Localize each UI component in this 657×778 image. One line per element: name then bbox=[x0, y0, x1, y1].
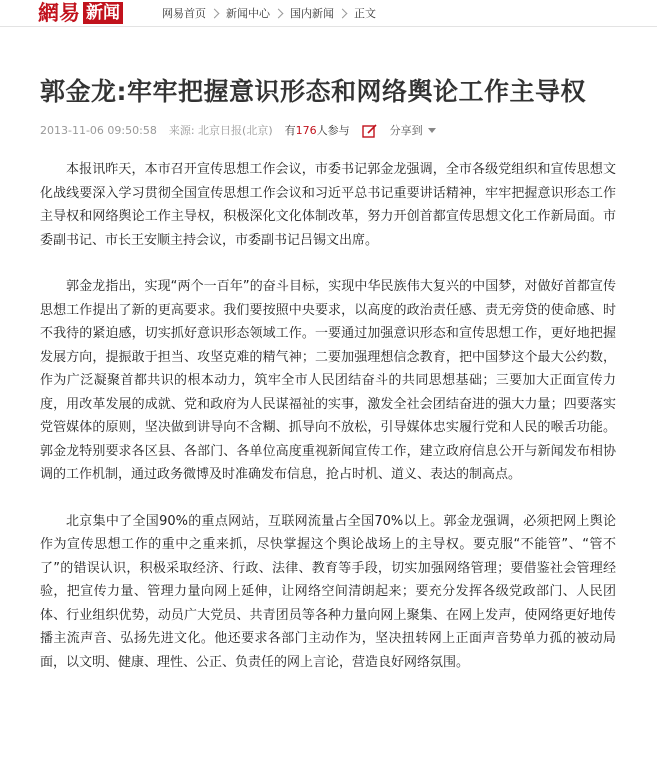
breadcrumb-current: 正文 bbox=[354, 7, 376, 20]
share-label: 分享到 bbox=[389, 124, 423, 137]
logo-badge: 新闻 bbox=[83, 2, 123, 24]
breadcrumb-news-center[interactable]: 新闻中心 bbox=[226, 7, 270, 20]
article-meta bbox=[40, 122, 436, 138]
caret-down-icon bbox=[428, 128, 436, 133]
participants-suffix: 人参与 bbox=[316, 124, 350, 137]
article-body bbox=[40, 158, 616, 697]
top-bar bbox=[0, 0, 657, 27]
chevron-right-icon bbox=[210, 8, 220, 18]
participants-count: 176 bbox=[295, 124, 317, 137]
comment-edit-icon[interactable] bbox=[362, 123, 376, 137]
breadcrumb-domestic-news[interactable]: 国内新闻 bbox=[290, 7, 334, 20]
article-paragraph: 本报讯昨天，本市召开宣传思想工作会议，市委书记郭金龙强调，全市各级党组织和宣传思想文化战线要深入学习贯彻全国宣传思想工作会议和习近平总书记重要讲话精神，牢牢把握意识形态工作主导权和网络舆论工作主导权，积极深化文化体制改革，努力开创首都宣传思想文化工作新局面。市委副书记、市长王安顺主持会议，市委副书记吕锡文出席。 bbox=[40, 162, 616, 248]
participants-prefix: 有 bbox=[284, 124, 296, 137]
share-dropdown[interactable] bbox=[390, 122, 436, 138]
participants-link[interactable] bbox=[285, 122, 350, 138]
article-paragraph: 郭金龙指出，实现“两个一百年”的奋斗目标，实现中华民族伟大复兴的中国梦，对做好首都宣传思想工作提出了新的更高要求。我们要按照中央要求，以高度的政治责任感、责无旁贷的使命感、时不我待的紧迫感，切实抓好意识形态领域工作。一要通过加强意识形态和宣传思想工作，更好地把握发展方向，提振敢于担当、攻坚克难的精气神；二要加强理想信念教育，把中国梦这个最大公约数，作为广泛凝聚首都共识的根本动力，筑牢全市人民团结奋斗的共同思想基础；三要加大正面宣传力度，用改革发展的成就、党和政府为人民谋福祉的实事，激发全社会团结奋进的强大力量；四要落实党管媒体的原则，坚决做到讲导向不含糊、抓导向不放松，引导媒体忠实履行党和人民的喉舌功能。郭金龙特别要求各区县、各部门、各单位高度重视新闻宣传工作，建立政府信息公开与新闻发布相协调的工作机制，通过政务微博及时准确发布信息，抢占时机、道义、表达的制高点。 bbox=[40, 279, 616, 482]
article-paragraph: 北京集中了全国90%的重点网站，互联网流量占全国70%以上。郭金龙强调，必须把网上舆论作为宣传思想工作的重中之重来抓，尽快掌握这个舆论战场上的主导权。要克服“不能管”、“管不了”的错误认识，积极采取经济、行政、法律、教育等手段，切实加强网络管理；要借鉴社会管理经验，把宣传力量、管理力量向网上延伸，让网络空间清朗起来；要充分发挥各级党政部门、人民团体、行业组织优势，动员广大党员、共青团员等各种力量向网上聚集、在网上发声，使网络更好地传播主流声音、弘扬先进文化。他还要求各部门主动作为，坚决扭转网上正面声音势单力孤的被动局面，以文明、健康、理性、公正、负责任的网上言论，营造良好网络氛围。 bbox=[40, 513, 616, 670]
breadcrumb bbox=[162, 5, 376, 21]
article-source[interactable]: 来源: 北京日报(北京) bbox=[168, 124, 273, 137]
logo-text: 網易 bbox=[38, 0, 80, 25]
chevron-right-icon bbox=[274, 8, 284, 18]
publish-datetime: 2013-11-06 09:50:58 bbox=[40, 123, 157, 137]
chevron-right-icon bbox=[338, 8, 348, 18]
breadcrumb-netease-home[interactable]: 网易首页 bbox=[162, 7, 206, 20]
article-title: 郭金龙:牢牢把握意识形态和网络舆论工作主导权 bbox=[40, 77, 586, 106]
netease-news-logo[interactable] bbox=[38, 0, 123, 26]
